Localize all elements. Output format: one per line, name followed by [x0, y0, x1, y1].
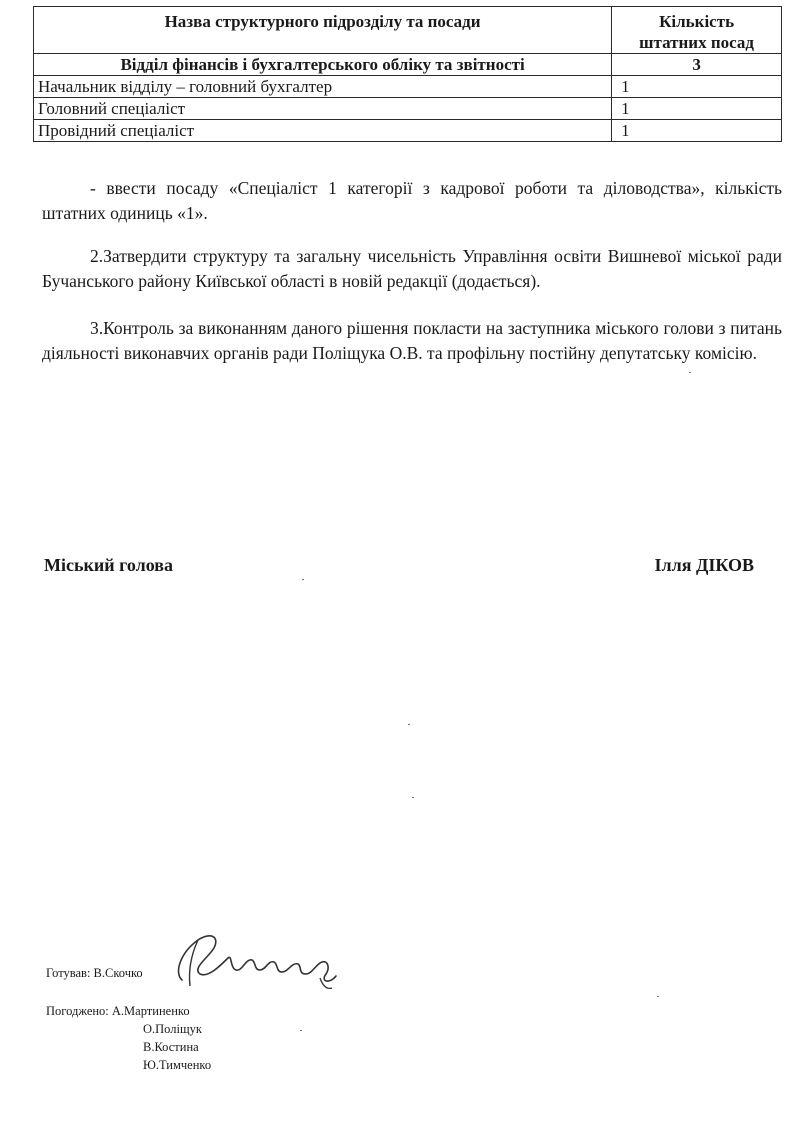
agreed-by-first: Погоджено: А.Мартиненко — [46, 1004, 190, 1018]
signatory-title: Міський голова — [44, 555, 173, 575]
scan-speck — [300, 1030, 302, 1031]
scan-speck — [408, 724, 410, 725]
paragraph-control-text: 3.Контроль за виконанням даного рішення покласти на заступника міського голови з питань діяльності виконавчих органів ради Поліщука О.В. та профільну постійну депутатську комісію. — [42, 318, 782, 363]
signatory-name: Ілля ДІКОВ — [654, 555, 754, 575]
table-row — [34, 98, 782, 120]
department-name: Відділ фінансів і бухгалтерського обліку та звітності — [34, 54, 612, 76]
agreed-by-name: В.Костина — [143, 1040, 199, 1054]
paragraph-approve-structure-text: 2.Затвердити структуру та загальну чисельність Управління освіти Вишневої міської ради Бучанського району Київської області в новій редакції (додається). — [42, 246, 782, 291]
scan-speck — [412, 797, 414, 798]
scan-speck — [689, 372, 691, 373]
position-count: 1 — [612, 76, 782, 98]
handwritten-signature — [170, 918, 350, 998]
prepared-by: Готував: В.Скочко — [46, 966, 143, 980]
scan-speck — [657, 996, 659, 997]
position-name: Начальник відділу – головний бухгалтер — [34, 76, 612, 98]
position-count: 1 — [612, 120, 782, 142]
header-staff-count — [612, 7, 782, 54]
paragraph-approve-structure — [42, 244, 782, 294]
paragraph-new-position — [42, 176, 782, 226]
header-staff-count-line2: штатних посад — [639, 33, 754, 52]
scan-speck — [302, 579, 304, 580]
position-name: Провідний спеціаліст — [34, 120, 612, 142]
agreed-by-name: Ю.Тимченко — [143, 1058, 212, 1072]
department-count: 3 — [612, 54, 782, 76]
table-row — [34, 120, 782, 142]
table-row — [34, 76, 782, 98]
position-count: 1 — [612, 98, 782, 120]
header-staff-count-line1: Кількість — [659, 12, 735, 31]
header-position-name: Назва структурного підрозділу та посади — [34, 7, 612, 54]
agreed-by-name: О.Поліщук — [143, 1022, 202, 1036]
paragraph-control — [42, 316, 782, 366]
position-name: Головний спеціаліст — [34, 98, 612, 120]
department-row — [34, 54, 782, 76]
staffing-table — [33, 6, 782, 142]
table-header-row — [34, 7, 782, 54]
paragraph-new-position-text: - ввести посаду «Спеціаліст 1 категорії з кадрової роботи та діловодства», кількість штатних одиниць «1». — [42, 178, 782, 223]
